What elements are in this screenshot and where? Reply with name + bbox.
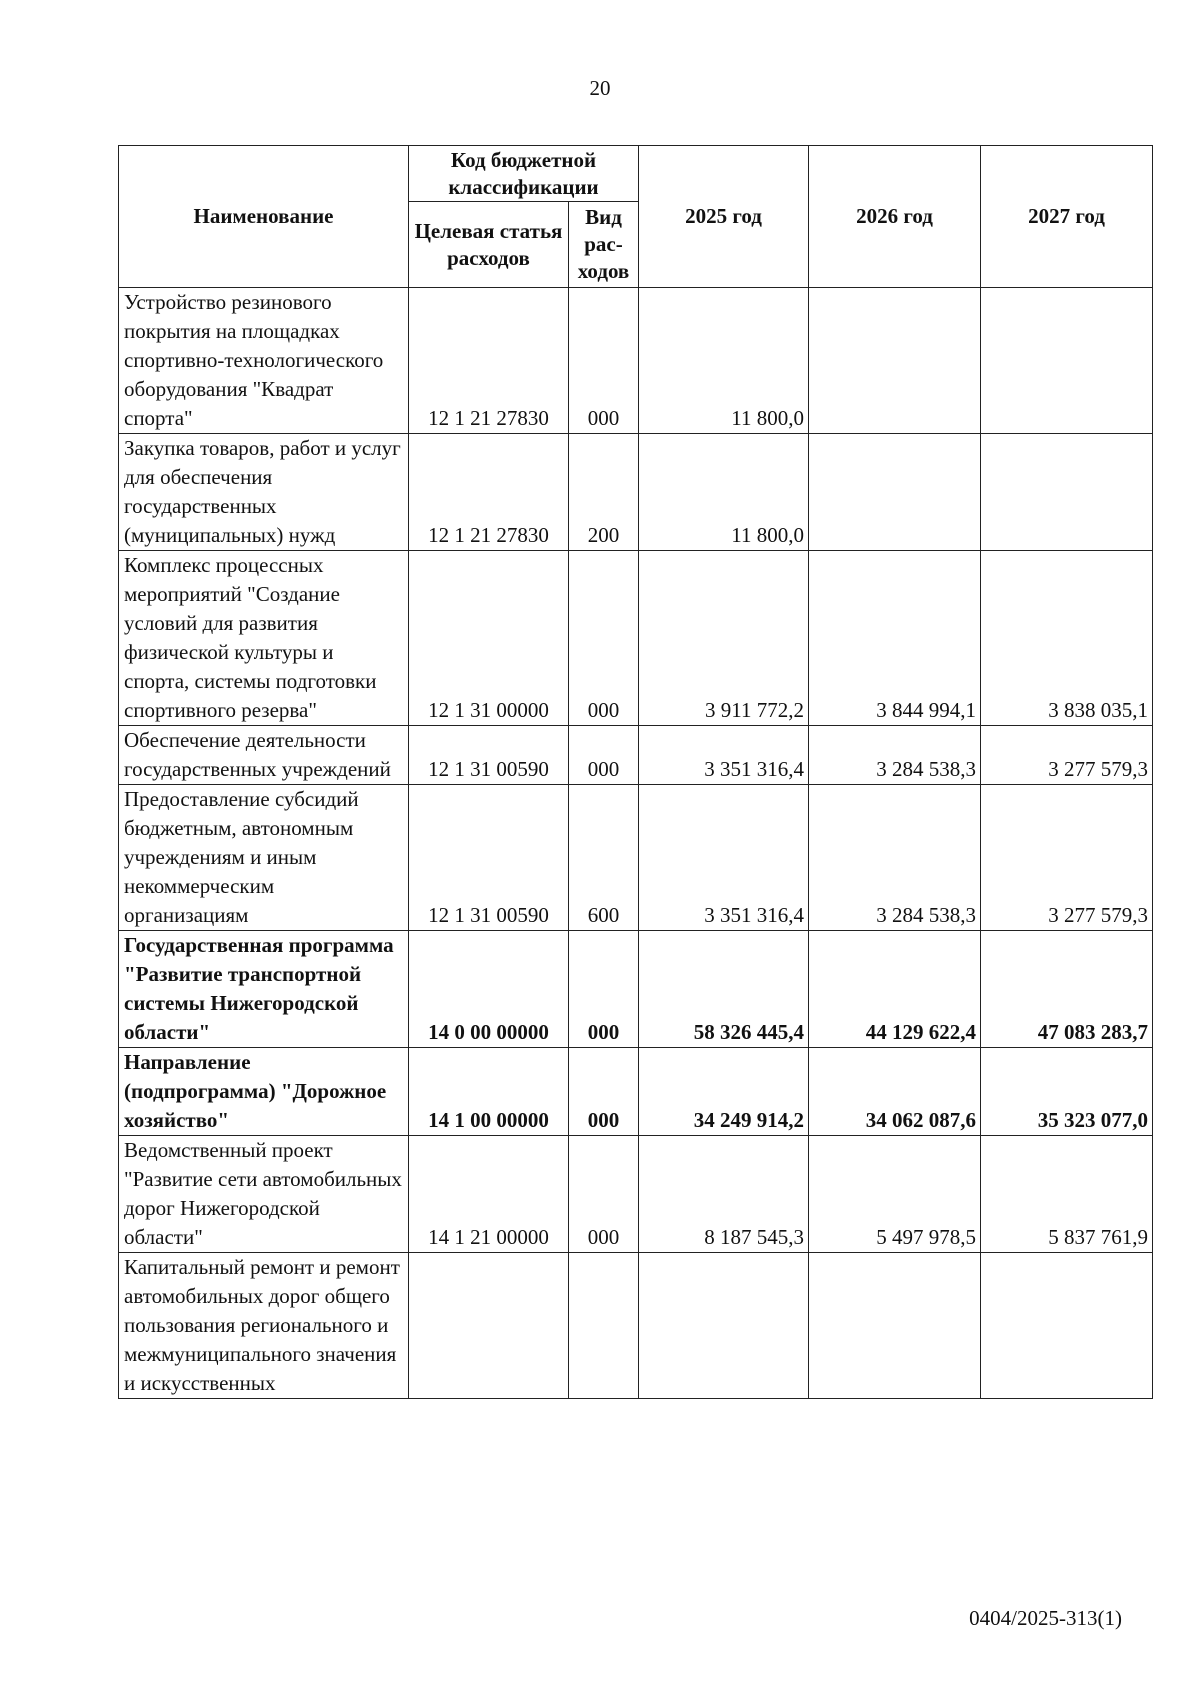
- cell-2025: 8 187 545,3: [639, 1136, 809, 1253]
- cell-2027: 5 837 761,9: [981, 1136, 1153, 1253]
- cell-2026: [809, 434, 981, 551]
- cell-name: Обеспечение деятельности государственных учреждений: [119, 726, 409, 785]
- cell-expense-type: 200: [569, 434, 639, 551]
- cell-name: Устройство резинового покрытия на площадках спортивно-технологического оборудования "Квадрат спорта": [119, 288, 409, 434]
- cell-2027: 47 083 283,7: [981, 931, 1153, 1048]
- table-row: [119, 551, 1153, 726]
- page-number: 20: [589, 76, 611, 100]
- cell-2027: [981, 1253, 1153, 1399]
- cell-2027: 35 323 077,0: [981, 1048, 1153, 1136]
- cell-name: Капитальный ремонт и ремонт автомобильных дорог общего пользования регионального и межмуниципального значения и искусственных: [119, 1253, 409, 1399]
- cell-code: 12 1 21 27830: [409, 434, 569, 551]
- header-target-article: Целевая статья расходов: [409, 202, 569, 288]
- cell-name: Государственная программа "Развитие транспортной системы Нижегородской области": [119, 931, 409, 1048]
- cell-code: 12 1 31 00590: [409, 785, 569, 931]
- table-row: [119, 1136, 1153, 1253]
- cell-2026: 44 129 622,4: [809, 931, 981, 1048]
- cell-name: Направление (подпрограмма) "Дорожное хозяйство": [119, 1048, 409, 1136]
- cell-expense-type: 000: [569, 1136, 639, 1253]
- table-row: [119, 726, 1153, 785]
- cell-2027: 3 277 579,3: [981, 726, 1153, 785]
- document-code: 0404/2025-313(1): [969, 1606, 1122, 1630]
- cell-code: 14 1 00 00000: [409, 1048, 569, 1136]
- cell-expense-type: 000: [569, 288, 639, 434]
- header-year-2025: 2025 год: [639, 146, 809, 288]
- table-row: [119, 785, 1153, 931]
- cell-2026: [809, 288, 981, 434]
- table-row: [119, 1253, 1153, 1399]
- header-year-2027: 2027 год: [981, 146, 1153, 288]
- cell-2025: 3 351 316,4: [639, 726, 809, 785]
- cell-expense-type: 000: [569, 1048, 639, 1136]
- cell-2026: 34 062 087,6: [809, 1048, 981, 1136]
- cell-2027: [981, 288, 1153, 434]
- cell-2027: 3 277 579,3: [981, 785, 1153, 931]
- header-name: Наименование: [119, 146, 409, 288]
- cell-2027: [981, 434, 1153, 551]
- cell-name: Ведомственный проект "Развитие сети автомобильных дорог Нижегородской области": [119, 1136, 409, 1253]
- table-row: [119, 931, 1153, 1048]
- cell-2025: 58 326 445,4: [639, 931, 809, 1048]
- cell-2025: 11 800,0: [639, 434, 809, 551]
- cell-2025: [639, 1253, 809, 1399]
- table-row: [119, 288, 1153, 434]
- header-year-2026: 2026 год: [809, 146, 981, 288]
- cell-2025: 3 351 316,4: [639, 785, 809, 931]
- cell-name: Закупка товаров, работ и услуг для обеспечения государственных (муниципальных) нужд: [119, 434, 409, 551]
- table-row: [119, 434, 1153, 551]
- cell-name: Комплекс процессных мероприятий "Создание условий для развития физической культуры и спорта, системы подготовки спортивного резерва": [119, 551, 409, 726]
- cell-2026: 3 284 538,3: [809, 726, 981, 785]
- cell-expense-type: 000: [569, 726, 639, 785]
- cell-code: [409, 1253, 569, 1399]
- cell-code: 14 1 21 00000: [409, 1136, 569, 1253]
- cell-2026: 3 844 994,1: [809, 551, 981, 726]
- cell-2027: 3 838 035,1: [981, 551, 1153, 726]
- budget-table: [118, 145, 1153, 1399]
- table-row: [119, 1048, 1153, 1136]
- cell-2026: 5 497 978,5: [809, 1136, 981, 1253]
- header-expense-type: Вид рас-ходов: [569, 202, 639, 288]
- cell-code: 12 1 31 00000: [409, 551, 569, 726]
- cell-expense-type: 000: [569, 551, 639, 726]
- header-budget-code: Код бюджетной классификации: [409, 146, 639, 202]
- cell-code: 14 0 00 00000: [409, 931, 569, 1048]
- cell-code: 12 1 21 27830: [409, 288, 569, 434]
- cell-expense-type: [569, 1253, 639, 1399]
- cell-name: Предоставление субсидий бюджетным, автономным учреждениям и иным некоммерческим организациям: [119, 785, 409, 931]
- cell-expense-type: 000: [569, 931, 639, 1048]
- cell-2025: 34 249 914,2: [639, 1048, 809, 1136]
- cell-2025: 11 800,0: [639, 288, 809, 434]
- cell-2025: 3 911 772,2: [639, 551, 809, 726]
- cell-expense-type: 600: [569, 785, 639, 931]
- cell-code: 12 1 31 00590: [409, 726, 569, 785]
- cell-2026: 3 284 538,3: [809, 785, 981, 931]
- cell-2026: [809, 1253, 981, 1399]
